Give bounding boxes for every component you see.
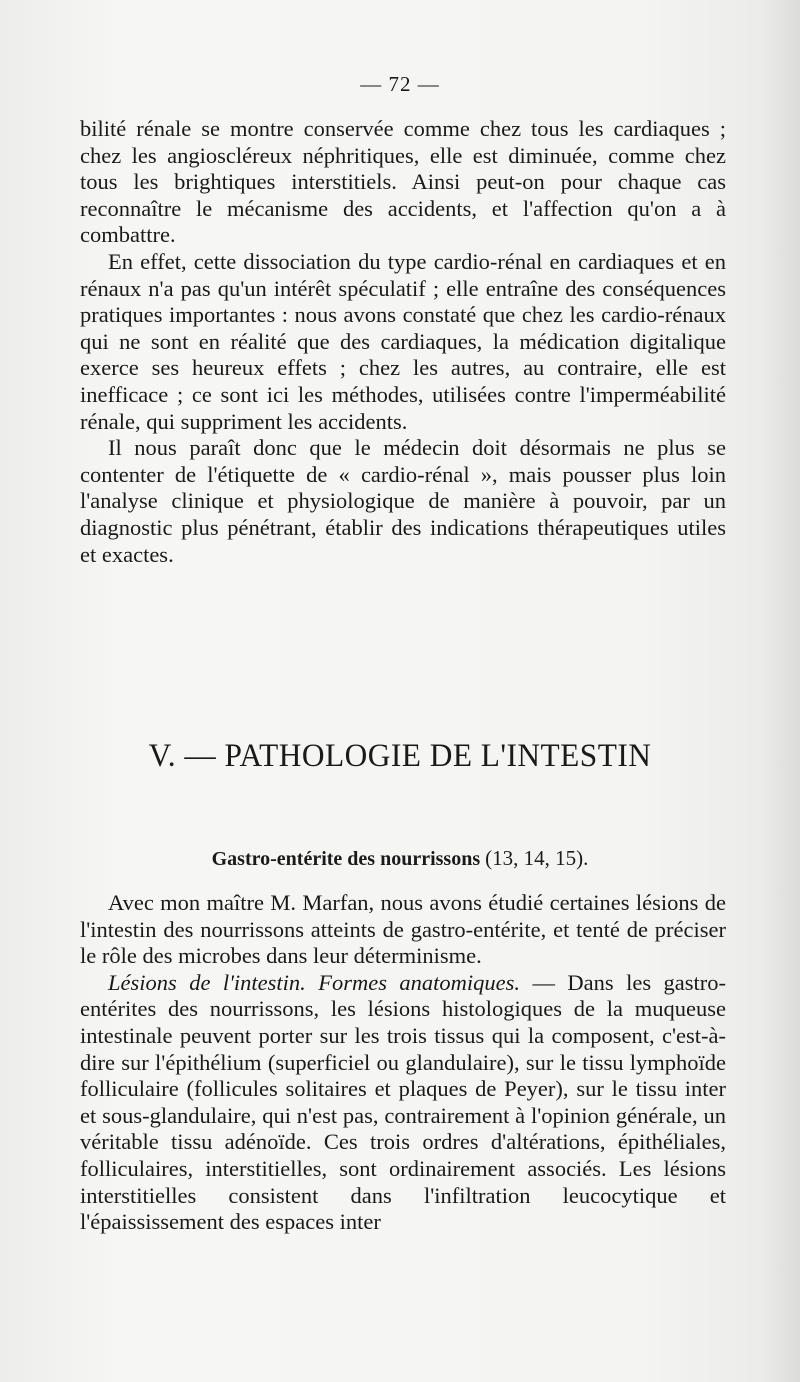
subsection-refs: (13, 14, 15). [485, 846, 589, 870]
top-text-block [80, 116, 726, 568]
paragraph-continued: bilité rénale se montre conservée comme chez tous les cardiaques ; chez les angioscléreux néphritiques, elle est diminuée, comme chez tous les brightiques interstitiels. Ainsi peut-on pour chaque cas reconnaître le mécanisme des accidents, et l'affection qu'on a à combattre. [80, 116, 726, 248]
paragraph-lesions [80, 970, 726, 1236]
page-number: — 72 — [360, 72, 440, 96]
section-title: V. — PATHOLOGIE DE L'INTESTIN [148, 738, 652, 774]
bottom-text-block [80, 890, 726, 1236]
paragraph-dissociation: En effet, cette dissociation du type cardio-rénal en cardiaques et en rénaux n'a pas qu'un intérêt spéculatif ; elle entraîne des conséquences pratiques importantes : nous avons constaté que chez les cardio-rénaux qui ne sont en réalité que des cardiaques, la médication digitalique exerce ses heureux effets ; chez les autres, au contraire, elle est inefficace ; ce sont ici les méthodes, utilisées contre l'imperméabilité rénale, qui suppriment les accidents. [80, 248, 726, 434]
lesions-heading: Lésions de l'intestin. Formes anatomiques. [108, 969, 521, 995]
subsection-title-text: Gastro-entérite des nourrissons [211, 848, 481, 870]
page-edge-shadow [760, 0, 800, 1382]
lesions-text: — Dans les gastro-entérites des nourrissons, les lésions histologiques de la muqueuse intestinale peuvent porter sur les trois tissus qui la composent, c'est-à-dire sur l'épithélium (superficiel ou glandulaire), sur le tissu lymphoïde folliculaire (follicules solitaires et plaques de Peyer), sur le tissu inter et sous-glandulaire, qui n'est pas, contrairement à l'opinion générale, un véritable tissu adénoïde. Ces trois ordres d'altérations, épithéliales, folliculaires, interstitielles, sont ordinairement associés. Les lésions interstitielles consistent dans l'infiltration leucocytique et l'épaississement des espaces inter [80, 969, 727, 1235]
subsection-title [0, 846, 800, 871]
paragraph-intro: Avec mon maître M. Marfan, nous avons étudié certaines lésions de l'intestin des nourrissons atteints de gastro-entérite, et tenté de préciser le rôle des microbes dans leur déterminisme. [80, 890, 726, 969]
paragraph-conclusion: Il nous paraît donc que le médecin doit désormais ne plus se contenter de l'étiquette de « cardio-rénal », mais pousser plus loin l'analyse clinique et physiologique de manière à pouvoir, par un diagnostic plus pénétrant, établir des indications thérapeutiques utiles et exactes. [80, 435, 726, 567]
